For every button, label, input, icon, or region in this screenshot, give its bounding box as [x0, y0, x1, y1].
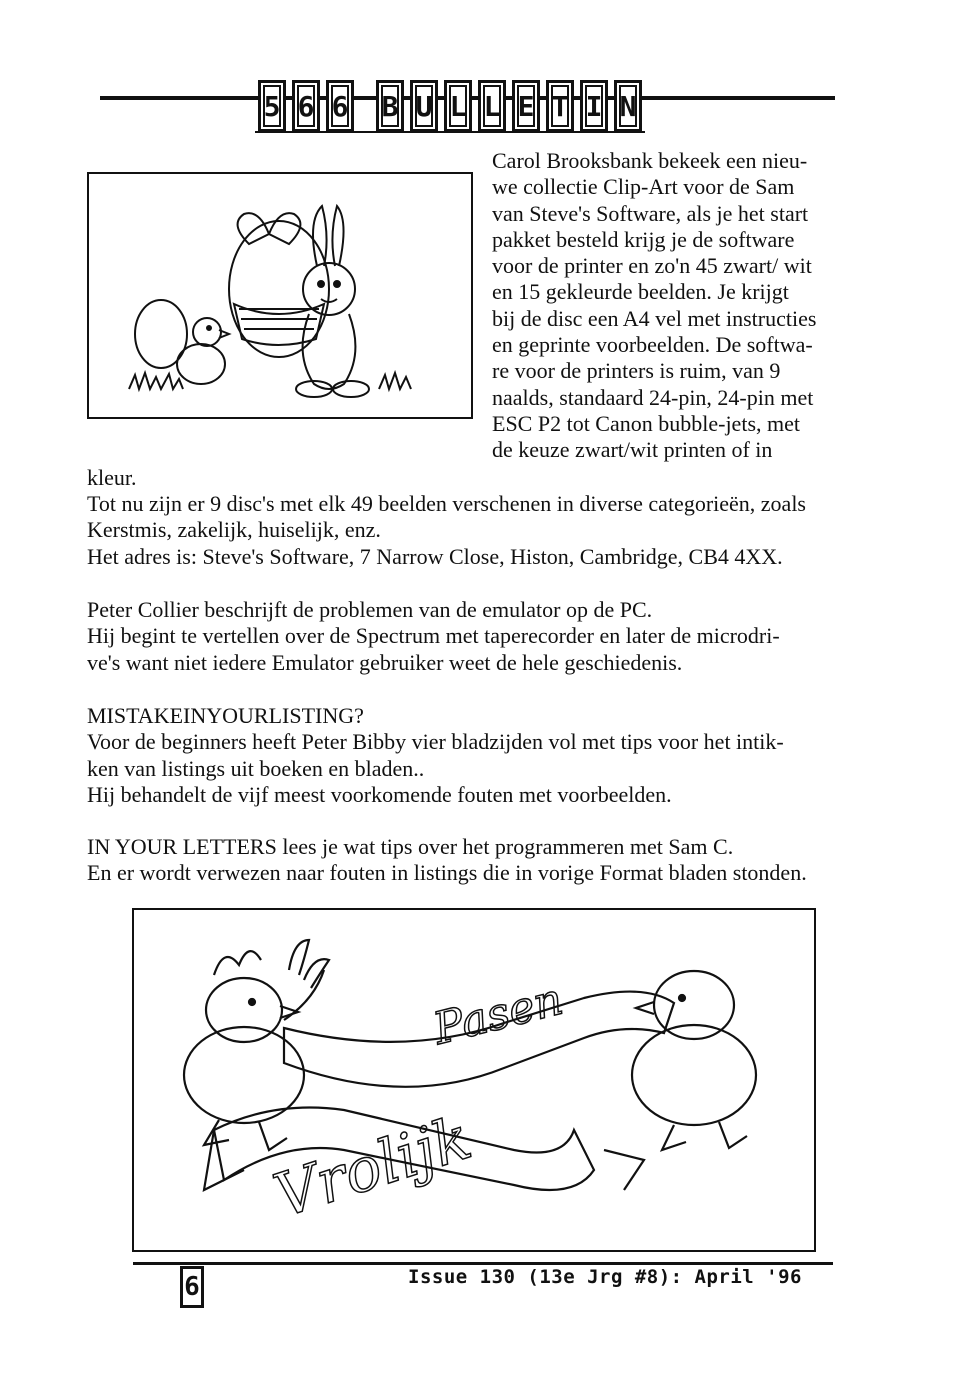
- paragraph-emulator: [87, 597, 847, 676]
- masthead-letter: T: [546, 80, 574, 132]
- text-line: bij de disc een A4 vel met instructies: [492, 305, 817, 331]
- text-line: Carol Brooksbank bekeek een nieu-: [492, 148, 808, 173]
- text-line: Hij begint te vertellen over de Spectrum met taperecorder en later de microdri-: [87, 623, 780, 649]
- paragraph-listing: [87, 703, 847, 808]
- text-line: de keuze zwart/wit printen of in: [492, 437, 773, 463]
- masthead-letter: U: [410, 80, 438, 132]
- footer-rule: [133, 1262, 833, 1265]
- masthead: [258, 80, 642, 132]
- bleed-through-text: [840, 140, 960, 780]
- text-line: ve's want niet iedere Emulator gebruiker weet de hele geschiedenis.: [87, 649, 683, 675]
- text-line: MISTAKEINYOURLISTING?: [87, 703, 364, 728]
- text-line: en 15 gekleurde beelden. Je krijgt: [492, 279, 789, 305]
- masthead-letter: B: [376, 80, 404, 132]
- text-line: En er wordt verwezen naar fouten in listings die in vorige Format bladen stonden.: [87, 860, 807, 886]
- masthead-letter: 5: [258, 80, 286, 132]
- text-line: voor de printer en zo'n 45 zwart/ wit: [492, 253, 812, 279]
- easter-chicks-banner-icon: [134, 910, 814, 1250]
- banner-word-vrolijk: Vrolijk: [266, 1102, 480, 1232]
- easter-bunny-chicks-icon: [89, 174, 471, 417]
- text-line: Tot nu zijn er 9 disc's met elk 49 beelden verschenen in diverse categorieën, zoals: [87, 491, 806, 516]
- paragraph-letters: [87, 834, 847, 887]
- text-line: ken van listings uit boeken en bladen..: [87, 755, 425, 781]
- masthead-letter: 6: [292, 80, 320, 132]
- masthead-letter: 6: [326, 80, 354, 132]
- text-line: Het adres is: Steve's Software, 7 Narrow Close, Histon, Cambridge, CB4 4XX.: [87, 543, 783, 569]
- masthead-letter: L: [478, 80, 506, 132]
- text-line: IN YOUR LETTERS lees je wat tips over het programmeren met Sam C.: [87, 834, 734, 859]
- clipart-frame-bunny: [87, 172, 473, 419]
- masthead-letter: I: [580, 80, 608, 132]
- text-line: en geprinte voorbeelden. De softwa-: [492, 332, 813, 358]
- masthead-letter: L: [444, 80, 472, 132]
- clipart-frame-vrolijk-pasen: [132, 908, 816, 1252]
- banner-word-pasen: Pasen: [428, 973, 568, 1055]
- issue-info: Issue 130 (13e Jrg #8): April '96: [408, 1266, 802, 1288]
- intro-tail: kleur.: [87, 465, 137, 490]
- text-line: re voor de printers is ruim, van 9: [492, 358, 781, 384]
- masthead-spacer: [360, 80, 370, 132]
- text-line: pakket besteld krijg je de software: [492, 226, 795, 252]
- text-line: Hij behandelt de vijf meest voorkomende fouten met voorbeelden.: [87, 781, 672, 807]
- masthead-letter: N: [614, 80, 642, 132]
- text-line: Peter Collier beschrijft de problemen van de emulator op de PC.: [87, 597, 653, 622]
- page-number: 6: [180, 1266, 204, 1308]
- text-line: we collectie Clip-Art voor de Sam: [492, 174, 795, 200]
- masthead-letter: E: [512, 80, 540, 132]
- text-line: Kerstmis, zakelijk, huiselijk, enz.: [87, 517, 381, 543]
- text-line: van Steve's Software, als je het start: [492, 200, 809, 226]
- text-line: naalds, standaard 24-pin, 24-pin met: [492, 384, 814, 410]
- paragraph-clipart: [87, 491, 847, 570]
- text-line: ESC P2 tot Canon bubble-jets, met: [492, 410, 800, 436]
- text-line: Voor de beginners heeft Peter Bibby vier bladzijden vol met tips voor het intik-: [87, 729, 784, 755]
- intro-text: [492, 148, 832, 464]
